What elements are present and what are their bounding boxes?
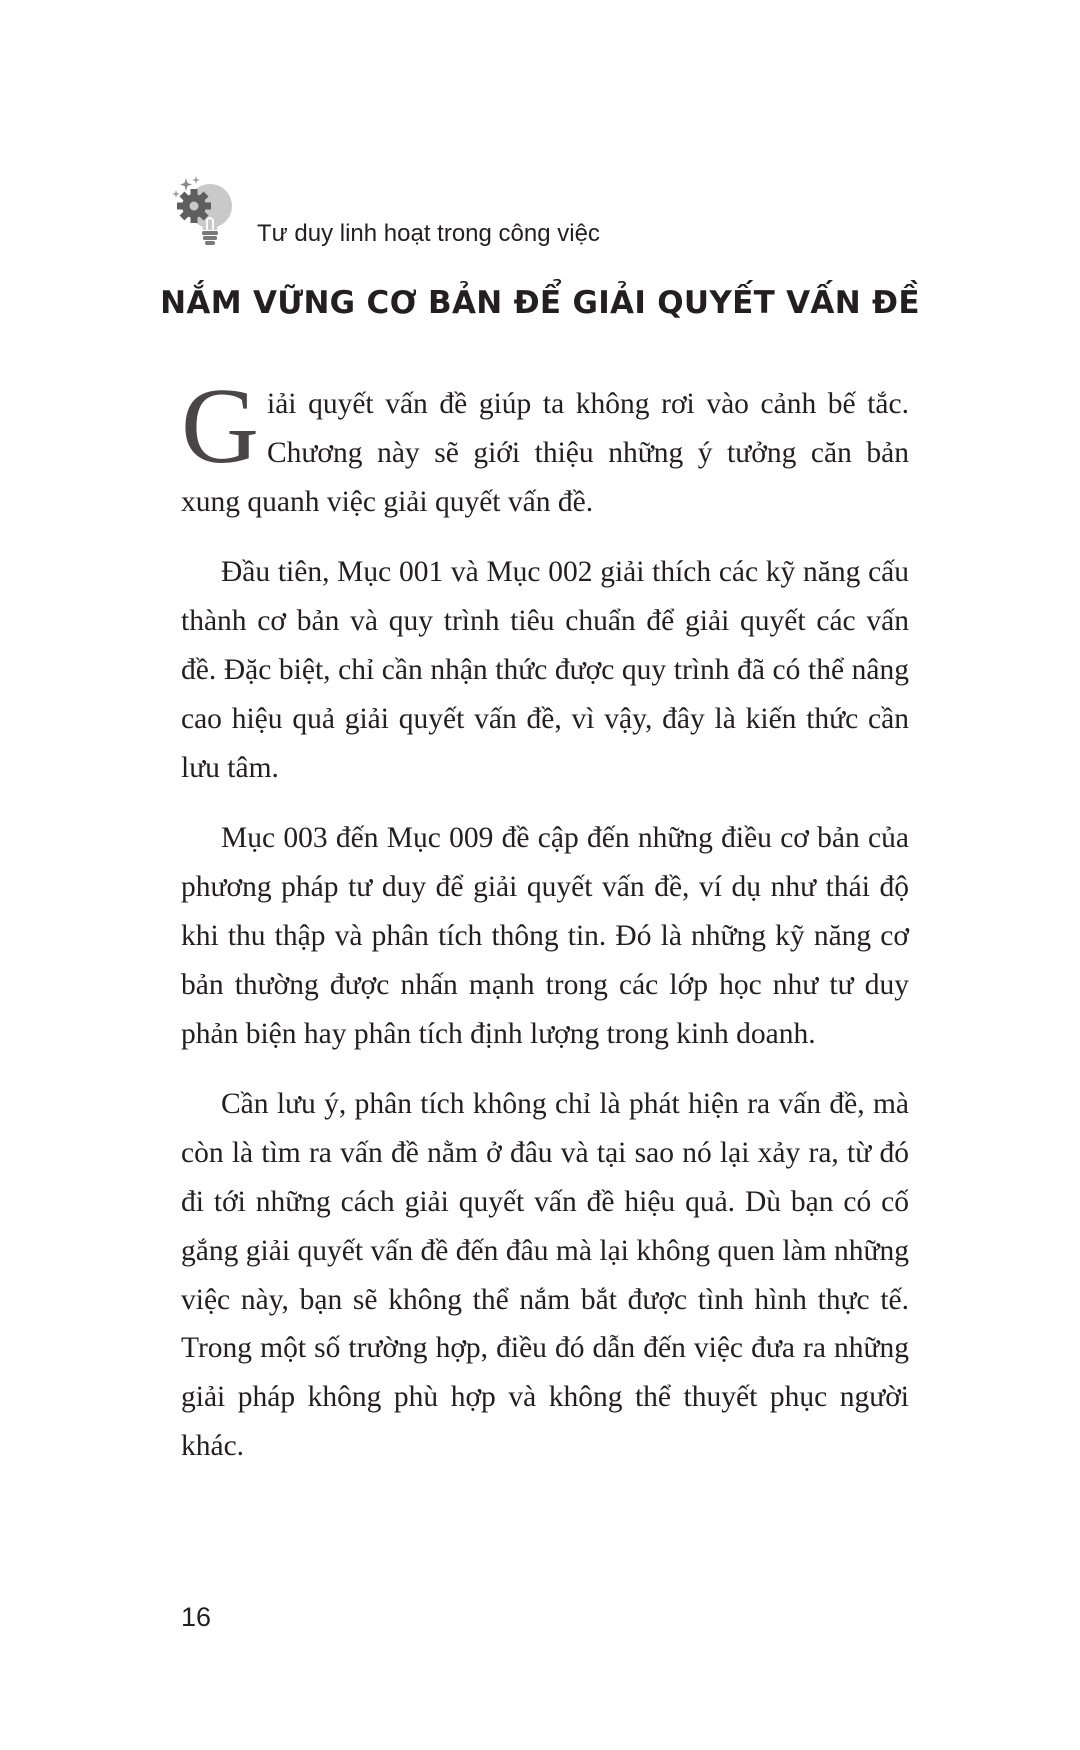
chapter-title: NẮM VỮNG CƠ BẢN ĐỂ GIẢI QUYẾT VẤN ĐỀ	[160, 285, 920, 321]
paragraph-1	[181, 367, 909, 526]
page-header	[170, 176, 930, 256]
body-text	[181, 367, 909, 1493]
paragraph-3: Mục 003 đến Mục 009 đề cập đến những điều cơ bản của phương pháp tư duy để giải quyết vấn đề, ví dụ như thái độ khi thu thập và phân tích thông tin. Đó là những kỹ năng cơ bản thường được nhấn mạnh trong các lớp học như tư duy phản biện hay phân tích định lượng trong kinh doanh.	[181, 822, 909, 1050]
running-head: Tư duy linh hoạt trong công việc	[257, 220, 600, 247]
page-number: 16	[181, 1602, 212, 1632]
paragraph-1-text: iải quyết vấn đề giúp ta không rơi vào cảnh bế tắc. Chương này sẽ giới thiệu những ý tưởng căn bản xung quanh việc giải quyết vấn đề.	[181, 388, 909, 518]
paragraph-4: Cần lưu ý, phân tích không chỉ là phát hiện ra vấn đề, mà còn là tìm ra vấn đề nằm ở đâu và tại sao nó lại xảy ra, từ đó đi tới những cách giải quyết vấn đề hiệu quả. Dù bạn có cố gắng giải quyết vấn đề đến đâu mà lại không quen làm những việc này, bạn sẽ không thể nắm bắt được tình hình thực tế. Trong một số trường hợp, điều đó dẫn đến việc đưa ra những giải pháp không phù hợp và không thể thuyết phục người khác.	[181, 1088, 909, 1462]
paragraph-2: Đầu tiên, Mục 001 và Mục 002 giải thích các kỹ năng cấu thành cơ bản và quy trình tiêu chuẩn để giải quyết các vấn đề. Đặc biệt, chỉ cần nhận thức được quy trình đã có thể nâng cao hiệu quả giải quyết vấn đề, vì vậy, đây là kiến thức cần lưu tâm.	[181, 556, 909, 784]
drop-cap: G	[181, 367, 259, 486]
lightbulb-gear-icon	[170, 176, 250, 256]
